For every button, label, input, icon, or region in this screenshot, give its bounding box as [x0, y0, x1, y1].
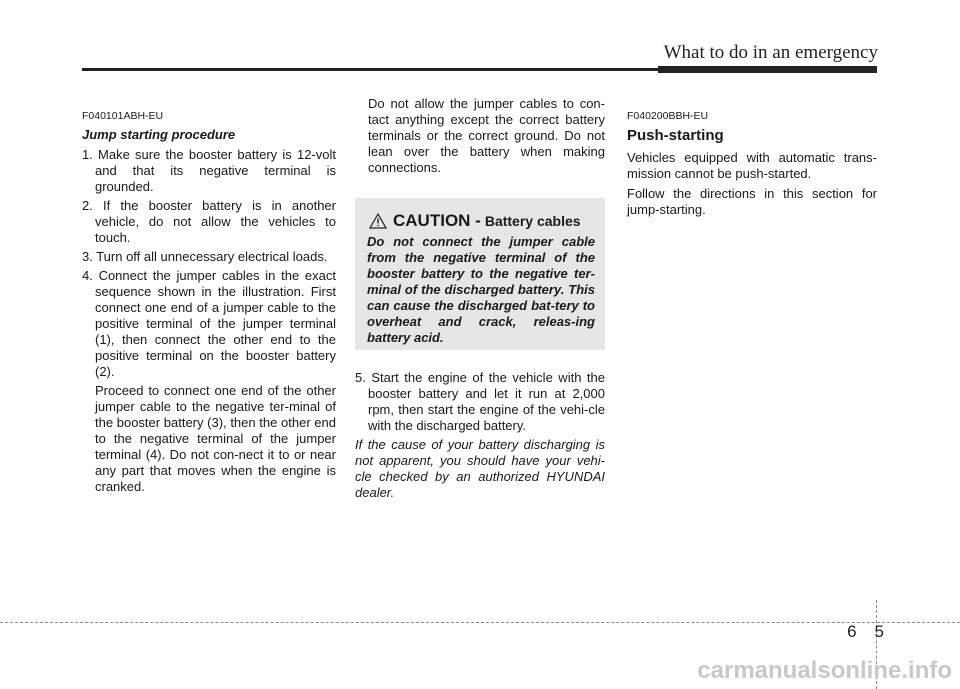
caution-heading	[369, 211, 581, 231]
subheading-jump-starting: Jump starting procedure	[82, 127, 236, 142]
dealer-note: If the cause of your battery discharging is not apparent, you should have your vehi-cle checked by an authorized HYUNDAI dealer.	[355, 437, 605, 500]
column-push-starting	[627, 110, 877, 222]
step-item: 4. Connect the jumper cables in the exact sequence shown in the illustration. First connect one end of a jumper cable to the positive terminal of the jumper terminal (1), then connect the other end to the positive terminal on the booster battery (2).	[82, 268, 336, 379]
steps-list-continued	[355, 370, 605, 434]
doc-code: F040101ABH-EU	[82, 110, 164, 122]
column-jump-starting	[82, 110, 336, 499]
caution-label: CAUTION -	[393, 211, 481, 230]
subheading-push-starting: Push-starting	[627, 127, 724, 144]
caution-box	[355, 198, 605, 350]
step-item: 3. Turn off all unnecessary electrical loads.	[82, 249, 328, 264]
caution-subject: Battery cables	[484, 213, 581, 229]
push-start-paragraph-1: Vehicles equipped with automatic trans-mission cannot be push-started.	[627, 150, 877, 181]
step-item: 1. Make sure the booster battery is 12-volt and that its negative terminal is grounded.	[82, 147, 336, 194]
warning-triangle-icon	[369, 213, 387, 229]
step-item: 5. Start the engine of the vehicle with the booster battery and let it run at 2,000 rpm, then start the engine of the vehi-cle with the discharged battery.	[355, 370, 605, 433]
section-title: What to do in an emergency	[663, 42, 878, 63]
caution-text: Do not connect the jumper cable from the negative terminal of the booster battery to the negative ter-minal of the discharged battery. This can cause the discharged bat-tery to overheat and crack, releas-ing battery acid.	[367, 234, 595, 345]
step-item: 2. If the booster battery is in another vehicle, do not allow the vehicles to touch.	[82, 198, 336, 245]
steps-list	[82, 147, 336, 380]
push-start-paragraph-2: Follow the directions in this section for jump-starting.	[627, 186, 877, 217]
column-cables-bottom	[355, 370, 605, 501]
doc-code: F040200BBH-EU	[627, 110, 709, 122]
footer-divider	[0, 622, 960, 623]
step4-continuation: Proceed to connect one end of the other jumper cable to the negative ter-minal of the booster battery (3), then the other end to the negative terminal of the jumper terminal (4). Do not con-nect it to or near any part that moves when the engine is cranked.	[95, 383, 336, 494]
page-number: 65	[847, 622, 902, 641]
header-rule-accent	[658, 66, 877, 73]
watermark: carmanualsonline.info	[697, 657, 952, 684]
cable-contact-paragraph: Do not allow the jumper cables to con-tact anything except the correct battery terminals or the correct ground. Do not lean over the battery when making connections.	[368, 96, 605, 175]
column-cables-top	[355, 96, 605, 180]
